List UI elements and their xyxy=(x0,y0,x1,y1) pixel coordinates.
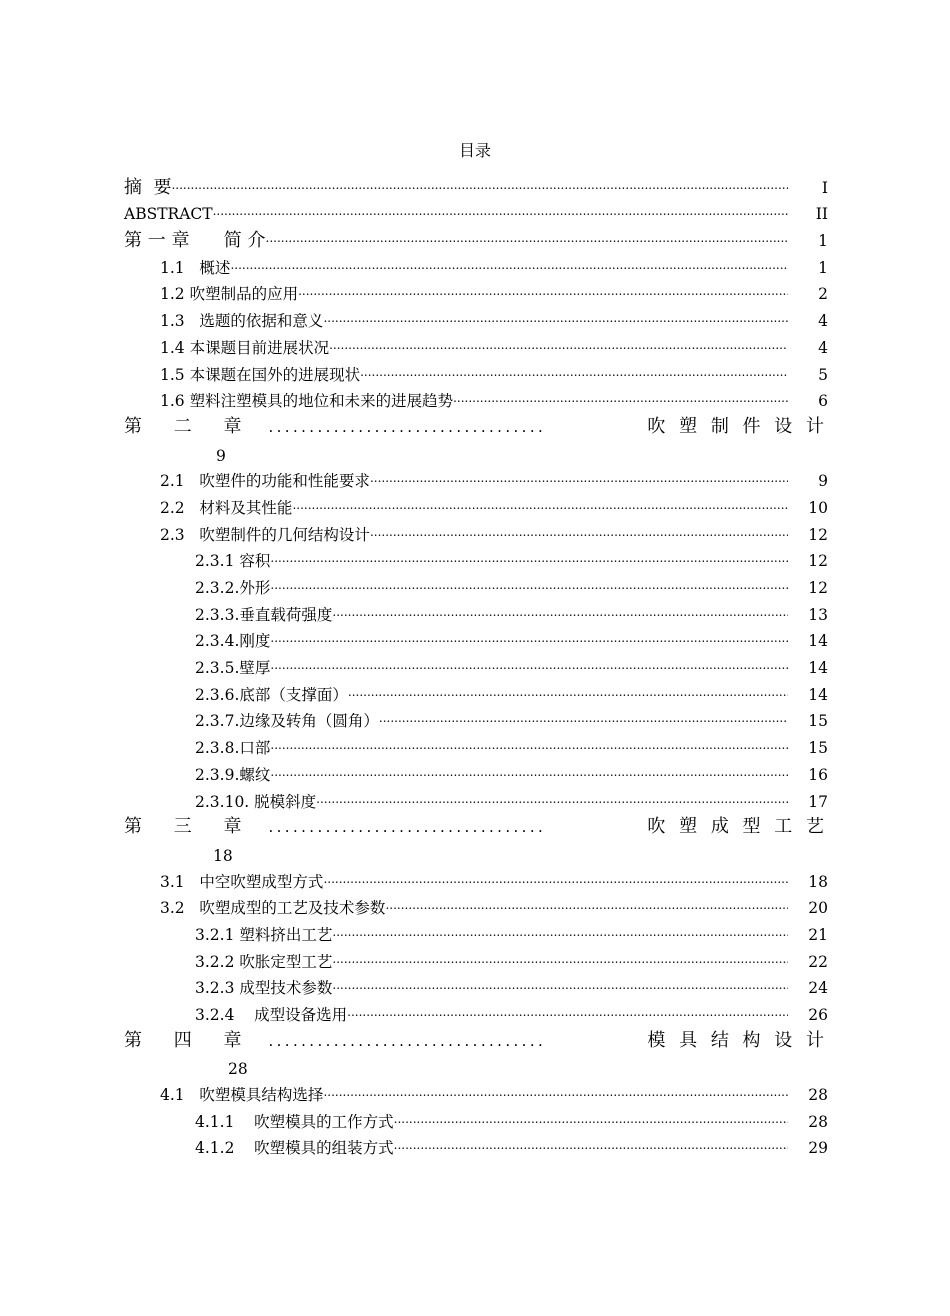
dot-leader xyxy=(332,949,788,969)
dot-leader xyxy=(332,975,788,995)
entry-page: 14 xyxy=(808,685,828,704)
dot-leader xyxy=(370,468,788,488)
entry-page: 10 xyxy=(808,498,828,517)
entry-page: 15 xyxy=(808,739,828,758)
toc-entry-3-2-1[interactable] xyxy=(124,918,828,945)
toc-entry-3-2-4[interactable] xyxy=(124,998,828,1025)
entry-page: 18 xyxy=(808,872,828,891)
dot-leader xyxy=(332,922,788,942)
entry-label: 摘 要 xyxy=(124,176,172,198)
entry-page: 6 xyxy=(818,392,828,411)
entry-label: 3.2.1 塑料挤出工艺 xyxy=(195,925,333,944)
entry-label: 3.2.2 吹胀定型工艺 xyxy=(195,952,333,971)
entry-page: 1 xyxy=(818,258,828,277)
entry-page: 12 xyxy=(808,525,828,544)
dot-leader xyxy=(270,762,788,782)
entry-page: I xyxy=(821,178,828,197)
toc-entry-1-6[interactable] xyxy=(124,385,828,412)
toc-entry-2-1[interactable] xyxy=(124,465,828,492)
entry-page: 18 xyxy=(213,846,233,865)
toc-entry-2-3-10[interactable] xyxy=(124,785,828,812)
entry-label: 2.3.9.螺纹 xyxy=(195,765,271,784)
entry-label: 2.3.3.垂直载荷强度 xyxy=(195,605,333,624)
dot-leader xyxy=(332,602,788,622)
entry-label: 2.3.6.底部（支撑面） xyxy=(195,685,348,704)
entry-page: 22 xyxy=(808,952,828,971)
entry-label: 1.2 吹塑制品的应用 xyxy=(160,285,299,304)
dot-leader: .................................. xyxy=(268,818,547,837)
entry-label: 1.6 塑料注塑模具的地位和未来的进展趋势 xyxy=(160,392,454,411)
toc-entry-abstract-cn[interactable] xyxy=(124,171,828,198)
toc-entry-2-3-4[interactable] xyxy=(124,625,828,652)
toc-entry-chapter-1[interactable] xyxy=(124,224,828,251)
dot-leader xyxy=(370,522,788,542)
entry-page: 17 xyxy=(808,792,828,811)
entry-page: 28 xyxy=(808,1112,828,1131)
toc-entry-3-2-3[interactable] xyxy=(124,972,828,999)
dot-leader xyxy=(213,201,788,221)
entry-page: 15 xyxy=(808,712,828,731)
entry-label: 2.2 材料及其性能 xyxy=(160,498,293,517)
entry-label: 2.3 吹塑制件的几何结构设计 xyxy=(160,525,370,544)
toc-entry-3-2-2[interactable] xyxy=(124,945,828,972)
entry-label: 2.3.10. 脱模斜度 xyxy=(195,792,317,811)
toc-entry-2-3-9[interactable] xyxy=(124,758,828,785)
dot-leader xyxy=(453,388,788,408)
dot-leader xyxy=(347,1002,788,1022)
entry-page: 14 xyxy=(808,632,828,651)
dot-leader xyxy=(360,362,788,382)
entry-page: 20 xyxy=(808,899,828,918)
toc-entry-2-3-6[interactable] xyxy=(124,678,828,705)
toc-entry-chapter-2[interactable] xyxy=(124,411,828,438)
entry-label: ABSTRACT xyxy=(124,205,213,224)
entry-page: 26 xyxy=(808,1006,828,1024)
entry-page: 4 xyxy=(818,312,828,331)
entry-page: 12 xyxy=(808,552,828,571)
toc-entry-chapter-3[interactable] xyxy=(124,812,828,839)
dot-leader xyxy=(270,548,788,568)
dot-leader xyxy=(230,255,788,275)
dot-leader xyxy=(266,228,789,248)
entry-page: 14 xyxy=(808,659,828,678)
table-of-contents xyxy=(124,171,828,1158)
dot-leader xyxy=(323,1082,788,1102)
entry-page: 1 xyxy=(818,232,828,251)
toc-entry-1-4[interactable] xyxy=(124,331,828,358)
toc-entry-2-3-7[interactable] xyxy=(124,705,828,732)
toc-entry-chapter-4[interactable] xyxy=(124,1025,828,1052)
dot-leader xyxy=(270,628,788,648)
toc-entry-1-5[interactable] xyxy=(124,358,828,385)
dot-leader xyxy=(270,735,788,755)
dot-leader xyxy=(292,495,788,515)
entry-label: 1.1 概述 xyxy=(160,258,231,277)
entry-page: 9 xyxy=(818,472,828,491)
toc-title: 目录 xyxy=(458,141,491,160)
entry-page: 28 xyxy=(228,1060,248,1079)
entry-label: 1.4 本课题目前进展状况 xyxy=(160,338,330,357)
toc-entry-2-3-3[interactable] xyxy=(124,598,828,625)
entry-page: 29 xyxy=(808,1139,828,1158)
entry-page: 16 xyxy=(808,765,828,784)
entry-label: 4.1.1 吹塑模具的工作方式 xyxy=(195,1112,394,1131)
toc-entry-chapter-4-page-line xyxy=(124,1052,828,1079)
entry-page: 9 xyxy=(216,446,226,465)
toc-entry-3-2[interactable] xyxy=(124,892,828,919)
entry-page: 4 xyxy=(818,338,828,357)
entry-label: 第 二 章 xyxy=(124,415,255,437)
entry-page: 21 xyxy=(808,925,828,944)
dot-leader xyxy=(298,281,788,301)
entry-page: 13 xyxy=(808,605,828,624)
dot-leader xyxy=(348,682,788,702)
entry-page: 12 xyxy=(808,579,828,597)
toc-entry-2-3[interactable] xyxy=(124,518,828,545)
entry-label: 1.5 本课题在国外的进展现状 xyxy=(160,365,361,384)
toc-entry-2-3-5[interactable] xyxy=(124,651,828,678)
entry-title: 模 具 结 构 设 计 xyxy=(647,1029,828,1051)
entry-label: 2.3.4.刚度 xyxy=(195,632,271,651)
entry-label: 4.1 吹塑模具结构选择 xyxy=(160,1086,324,1105)
entry-label: 1.3 选题的依据和意义 xyxy=(160,312,324,331)
dot-leader xyxy=(323,308,788,328)
entry-page: 2 xyxy=(818,285,828,304)
toc-entry-4-1[interactable] xyxy=(124,1078,828,1105)
entry-label: 第 四 章 xyxy=(124,1029,255,1051)
entry-title: 吹 塑 制 件 设 计 xyxy=(647,415,828,437)
entry-label: 第 三 章 xyxy=(124,816,255,838)
entry-label: 4.1.2 吹塑模具的组装方式 xyxy=(195,1139,394,1158)
toc-entry-3-1[interactable] xyxy=(124,865,828,892)
toc-entry-4-1-2[interactable] xyxy=(124,1132,828,1159)
toc-entry-4-1-1[interactable] xyxy=(124,1105,828,1132)
dot-leader xyxy=(316,789,788,809)
entry-label: 第 一 章 简 介 xyxy=(124,230,266,252)
entry-label: 2.3.2.外形 xyxy=(195,579,271,597)
dot-leader xyxy=(171,175,788,195)
entry-page: 5 xyxy=(818,365,828,384)
toc-entry-2-2[interactable] xyxy=(124,491,828,518)
entry-title: 吹 塑 成 型 工 艺 xyxy=(647,816,828,838)
entry-label: 2.3.7.边缘及转角（圆角） xyxy=(195,712,379,731)
dot-leader xyxy=(270,575,788,595)
toc-entry-2-3-2[interactable] xyxy=(124,571,828,598)
dot-leader xyxy=(270,655,788,675)
toc-entry-1-3[interactable] xyxy=(124,304,828,331)
entry-label: 3.2.3 成型技术参数 xyxy=(195,979,333,998)
toc-entry-2-3-8[interactable] xyxy=(124,731,828,758)
entry-label: 3.2 吹塑成型的工艺及技术参数 xyxy=(160,899,386,918)
entry-label: 2.3.8.口部 xyxy=(195,739,271,758)
toc-entry-1-1[interactable] xyxy=(124,251,828,278)
toc-entry-1-2[interactable] xyxy=(124,278,828,305)
entry-label: 2.1 吹塑件的功能和性能要求 xyxy=(160,472,370,491)
dot-leader xyxy=(394,1135,788,1155)
toc-entry-abstract-en[interactable] xyxy=(124,198,828,225)
entry-page: 28 xyxy=(808,1086,828,1105)
dot-leader xyxy=(394,1109,788,1129)
toc-entry-2-3-1[interactable] xyxy=(124,545,828,572)
dot-leader: .................................. xyxy=(268,1031,547,1050)
toc-entry-chapter-3-page-line xyxy=(124,838,828,865)
dot-leader xyxy=(329,335,788,355)
dot-leader xyxy=(323,869,788,889)
entry-label: 3.2.4 成型设备选用 xyxy=(195,1006,348,1024)
entry-label: 2.3.5.壁厚 xyxy=(195,659,271,678)
entry-label: 2.3.1 容积 xyxy=(195,552,271,571)
toc-entry-chapter-2-page-line xyxy=(124,438,828,465)
entry-page: 24 xyxy=(808,979,828,998)
dot-leader: .................................. xyxy=(268,417,547,436)
dot-leader xyxy=(379,708,788,728)
dot-leader xyxy=(385,895,788,915)
entry-page: II xyxy=(815,205,828,224)
entry-label: 3.1 中空吹塑成型方式 xyxy=(160,872,324,891)
